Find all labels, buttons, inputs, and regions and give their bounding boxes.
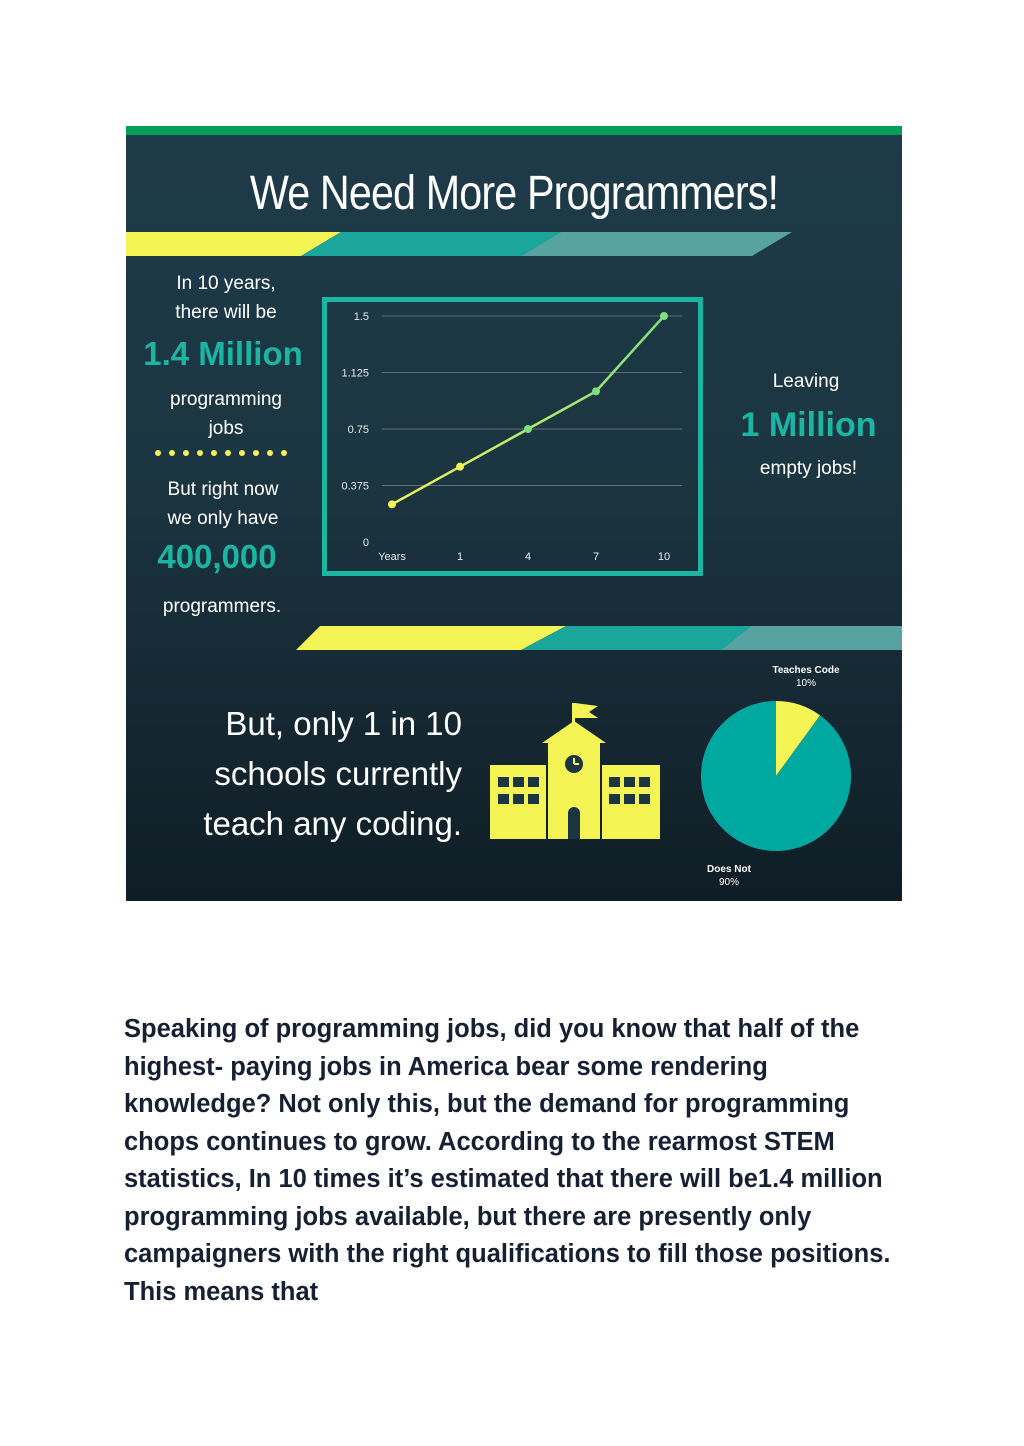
pie-value-label: 10% <box>795 678 817 689</box>
pie-chart <box>686 661 896 886</box>
school-building-icon <box>488 701 662 841</box>
body-paragraph: Speaking of programming jobs, did you know that half of the highest- paying jobs in America bear some rendering knowledge? Not only this, but the demand for programming chops continues to grow. According to the rearmost STEM statistics, In 10 times it’s estimated that there will be1.4 million programming jobs available, but there are presently only campaigners with the right qualifications to fill those positions. This means that <box>124 1015 891 1306</box>
data-point <box>388 500 396 508</box>
left-text-4: jobs <box>208 418 244 439</box>
series-line <box>392 316 664 504</box>
left-text-5: But right now <box>167 479 279 500</box>
infographic-title: We Need More Programmers! <box>249 167 779 220</box>
x-tick-label: 4 <box>524 551 532 563</box>
schools-line-2: schools currently <box>214 755 462 792</box>
data-point <box>456 463 464 471</box>
dotted-divider <box>154 449 294 457</box>
data-point <box>592 387 600 395</box>
pie-value-label: 90% <box>718 877 740 886</box>
y-tick-label: 1.5 <box>353 311 369 323</box>
data-point <box>524 425 532 433</box>
left-text-2: there will be <box>175 302 277 323</box>
left-stat-jobs: 1.4 Million <box>143 335 303 372</box>
line-chart-frame <box>322 297 703 576</box>
left-text-6: we only have <box>167 508 279 529</box>
lower-stripe <box>126 626 902 650</box>
top-accent-bar <box>126 126 902 135</box>
line-chart <box>327 302 698 571</box>
x-tick-label: 1 <box>456 551 464 563</box>
y-tick-label: 0.375 <box>341 480 369 493</box>
right-text-2: empty jobs! <box>759 458 858 479</box>
y-tick-label: 0 <box>362 537 369 549</box>
y-tick-label: 1.125 <box>341 367 369 380</box>
schools-line-3: teach any coding. <box>203 805 462 842</box>
pie-label: Teaches Code <box>772 665 840 676</box>
y-tick-label: 0.75 <box>347 424 369 436</box>
infographic <box>126 126 902 901</box>
schools-statement <box>162 699 462 849</box>
left-stat-programmers: 400,000 <box>157 538 277 575</box>
x-tick-label: Years <box>378 551 406 563</box>
right-stat-empty-jobs: 1 Million <box>740 406 877 444</box>
x-tick-label: 7 <box>592 551 600 563</box>
data-point <box>660 312 668 320</box>
x-tick-label: 10 <box>657 551 671 563</box>
pie-slice <box>701 701 851 851</box>
upper-stripe <box>126 232 902 256</box>
right-text-1: Leaving <box>772 371 840 392</box>
schools-line-1: But, only 1 in 10 <box>225 705 462 742</box>
left-text-7: programmers. <box>162 596 282 617</box>
left-text-1: In 10 years, <box>176 273 276 294</box>
left-text-3: programming <box>170 389 282 410</box>
pie-label: Does Not <box>707 864 751 875</box>
